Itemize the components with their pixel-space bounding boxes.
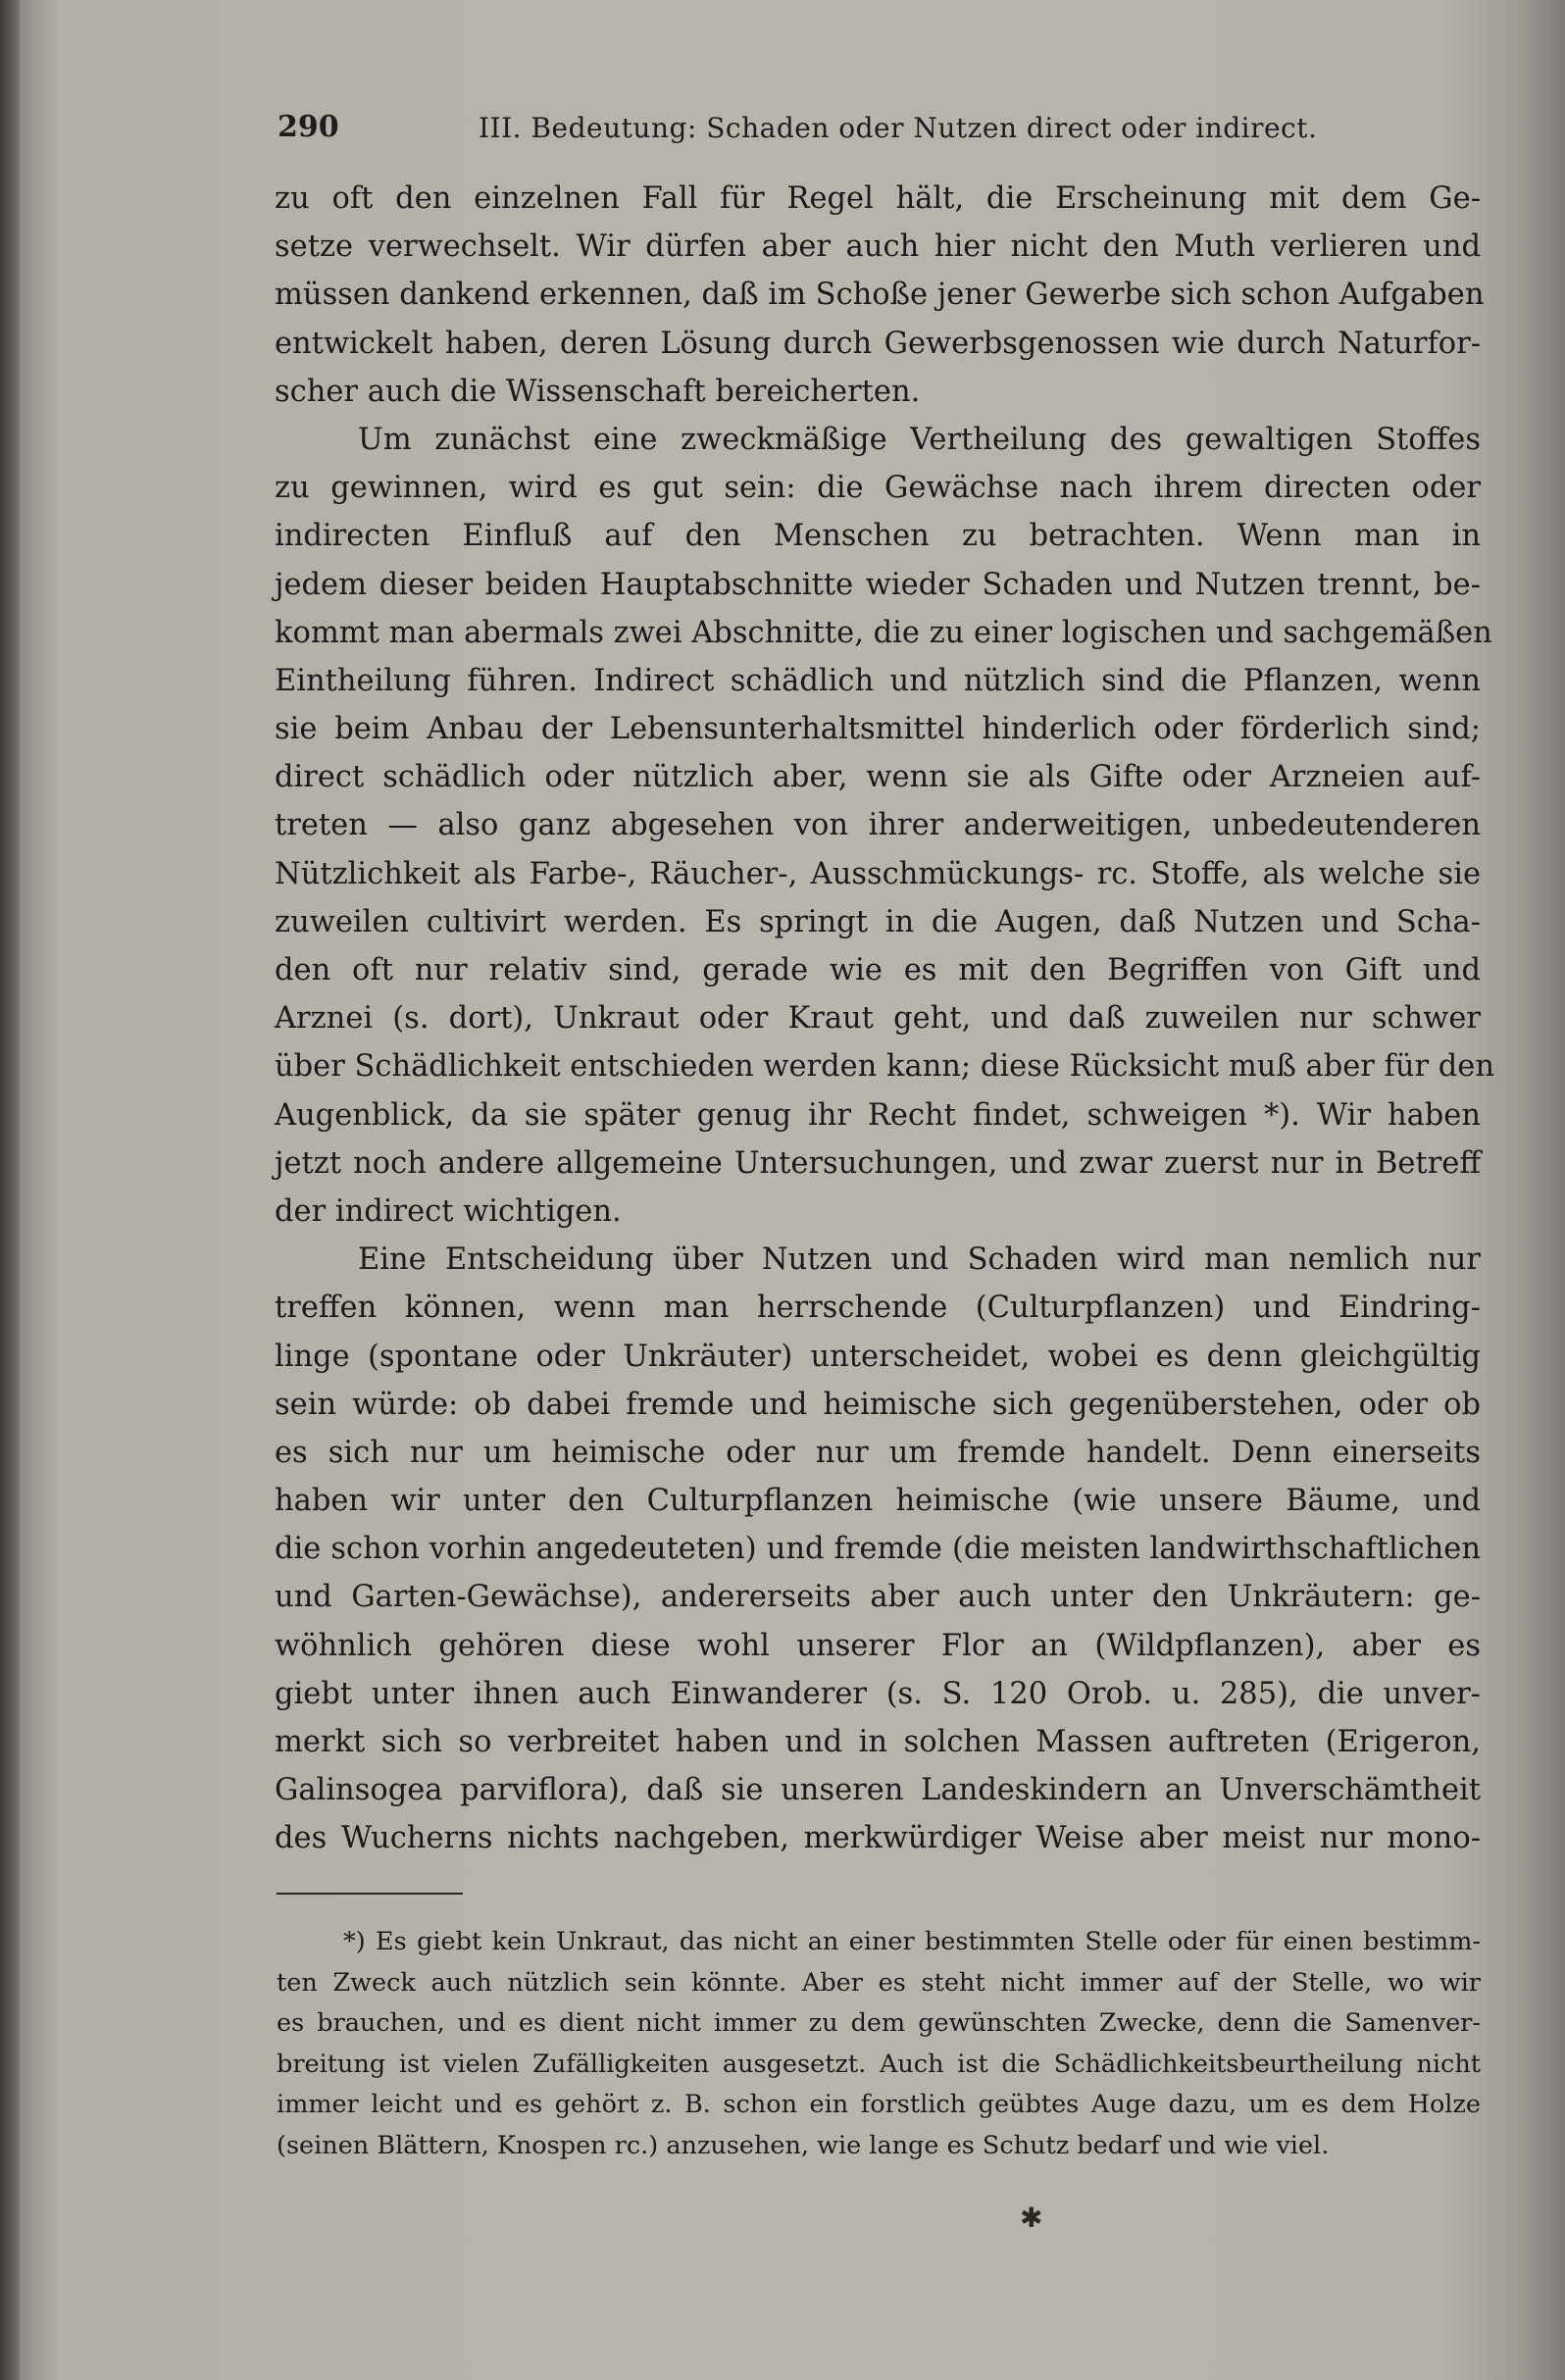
text-line: es sich nur um heimische oder nur um fremde handelt. Denn einerseits <box>275 1435 1481 1470</box>
text-line: haben wir unter den Culturpflanzen heimische (wie unsere Bäume, und <box>275 1484 1481 1519</box>
text-line: wöhnlich gehören diese wohl unserer Flor an (Wildpflanzen), aber es <box>275 1628 1481 1663</box>
text-line: giebt unter ihnen auch Einwanderer (s. S. 120 Orob. u. 285), die unver- <box>275 1676 1481 1711</box>
text-line: Galinsogea parviflora), daß sie unseren Landeskindern an Unverschämtheit <box>275 1773 1481 1808</box>
text-line: und Garten-Gewächse), andererseits aber auch unter den Unkräutern: ge- <box>275 1580 1481 1615</box>
running-head: III. Bedeutung: Schaden oder Nutzen direct oder indirect. <box>479 112 1318 144</box>
text-line: zu gewinnen, wird es gut sein: die Gewächse nach ihrem directen oder <box>275 471 1481 506</box>
footnote-line: es brauchen, und es dient nicht immer zu dem gewünschten Zwecke, denn die Samenver- <box>277 2008 1481 2039</box>
page-header <box>278 106 1395 153</box>
text-line: zuweilen cultivirt werden. Es springt in die Augen, daß Nutzen und Scha- <box>275 904 1481 939</box>
footnote-line: *) Es giebt kein Unkraut, das nicht an einer bestimmten Stelle oder für einen bestimm- <box>343 1927 1481 1956</box>
text-line: treten — also ganz abgesehen von ihrer anderweitigen, unbedeutenderen <box>275 808 1481 843</box>
page-number: 290 <box>278 110 339 144</box>
text-line: merkt sich so verbreitet haben und in solchen Massen auftreten (Erigeron, <box>275 1725 1481 1759</box>
footnote-rule <box>277 1893 463 1895</box>
text-line: sein würde: ob dabei fremde und heimische sich gegenüberstehen, oder ob <box>275 1387 1481 1422</box>
text-line: linge (spontane oder Unkräuter) unterscheidet, wobei es denn gleichgültig <box>275 1339 1481 1374</box>
text-line: den oft nur relativ sind, gerade wie es mit den Begriffen von Gift und <box>275 953 1481 987</box>
text-line: Eine Entscheidung über Nutzen und Schaden wird man nemlich nur <box>358 1242 1481 1278</box>
text-line: sie beim Anbau der Lebensunterhaltsmittel hinderlich oder förderlich sind; <box>275 712 1481 747</box>
footnote <box>277 1922 1481 2167</box>
footnote-line: immer leicht und es gehört z. B. schon ein forstlich geübtes Auge dazu, um es dem Holze <box>277 2090 1481 2120</box>
text-line: jetzt noch andere allgemeine Untersuchungen, und zwar zuerst nur in Betreff <box>275 1145 1481 1181</box>
text-line: Augenblick, da sie später genug ihr Recht findet, schweigen *). Wir haben <box>275 1097 1481 1133</box>
footnote-line: breitung ist vielen Zufälligkeiten ausgesetzt. Auch ist die Schädlichkeitsbeurtheilung nicht <box>277 2049 1481 2079</box>
text-line: müssen dankend erkennen, daß im Schoße jener Gewerbe sich schon Aufgaben <box>275 278 1485 313</box>
text-line: kommt man abermals zwei Abschnitte, die zu einer logischen und sachgemäßen <box>275 615 1492 650</box>
footnote-line: ten Zweck auch nützlich sein könnte. Aber es steht nicht immer auf der Stelle, wo wir <box>277 1967 1481 1998</box>
text-line: scher auch die Wissenschaft bereicherten. <box>275 374 921 409</box>
text-line: indirecten Einfluß auf den Menschen zu betrachten. Wenn man in <box>275 519 1481 554</box>
footnote-line: (seinen Blättern, Knospen rc.) anzusehen, wie lange es Schutz bedarf und wie viel. <box>277 2130 1330 2160</box>
text-line: entwickelt haben, deren Lösung durch Gewerbsgenossen wie durch Naturfor- <box>275 326 1481 361</box>
text-line: setze verwechselt. Wir dürfen aber auch hier nicht den Muth verlieren und <box>275 229 1481 265</box>
text-line: die schon vorhin angedeuteten) und fremde (die meisten landwirthschaftlichen <box>275 1532 1481 1567</box>
text-line: zu oft den einzelnen Fall für Regel hält, die Erscheinung mit dem Ge- <box>275 181 1481 216</box>
ink-smudge-mark: ✱ <box>1020 2202 1043 2234</box>
text-line: Um zunächst eine zweckmäßige Vertheilung des gewaltigen Stoffes <box>358 422 1481 457</box>
text-line: Eintheilung führen. Indirect schädlich und nützlich sind die Pflanzen, wenn <box>275 663 1481 698</box>
text-line: treffen können, wenn man herrschende (Culturpflanzen) und Eindring- <box>275 1291 1481 1326</box>
text-line: der indirect wichtigen. <box>275 1193 622 1229</box>
text-line: direct schädlich oder nützlich aber, wenn sie als Gifte oder Arzneien auf- <box>275 760 1481 795</box>
main-text <box>275 175 1494 1863</box>
text-line: über Schädlichkeit entschieden werden kann; diese Rücksicht muß aber für den <box>275 1049 1494 1085</box>
text-line: Arznei (s. dort), Unkraut oder Kraut geht, und daß zuweilen nur schwer <box>275 1001 1481 1037</box>
page-gutter-shadow <box>0 0 20 2380</box>
text-line: Nützlichkeit als Farbe-, Räucher-, Ausschmückungs- rc. Stoffe, als welche sie <box>275 856 1481 891</box>
text-line: jedem dieser beiden Hauptabschnitte wieder Schaden und Nutzen trennt, be- <box>275 567 1481 602</box>
text-line: des Wucherns nichts nachgeben, merkwürdiger Weise aber meist nur mono- <box>275 1821 1481 1856</box>
